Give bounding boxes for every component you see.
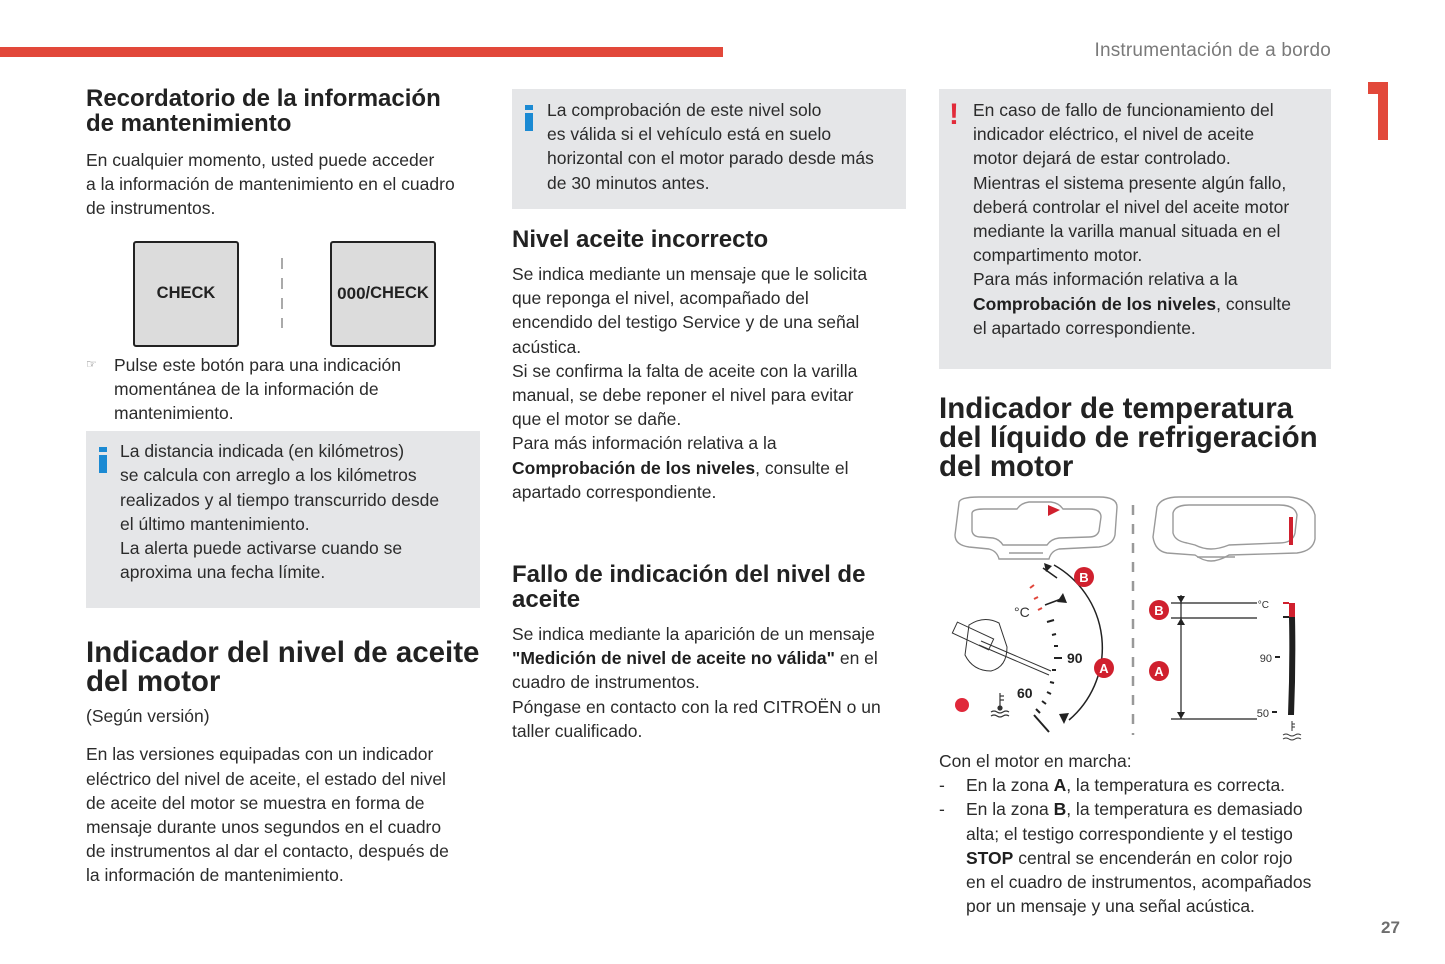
dial-ticks — [1030, 585, 1062, 732]
dial-gauge-left — [1043, 563, 1102, 724]
warning-light-dot — [955, 698, 969, 712]
page-number: 27 — [1381, 918, 1400, 937]
oil-indicator-body: En las versiones equipadas con un indicador eléctrico del nivel de aceite, el estado del nivel de aceite del motor se muestra en forma de mensaje durante unos segundos en el cuadro de instrumentos al dar el contacto, después de la información de mantenimiento. — [86, 744, 449, 886]
indication-fault-title: Fallo de indicación del nivel de aceite — [512, 561, 866, 614]
svg-text:B: B — [1154, 603, 1164, 618]
chapter-number-badge — [1366, 78, 1396, 144]
pointing-hand-icon: ☞ — [86, 356, 97, 371]
instrument-cluster-left — [955, 497, 1117, 559]
divider-dashed — [281, 258, 283, 328]
coolant-gauge-diagram — [939, 495, 1331, 745]
version-note: (Según versión) — [86, 706, 210, 727]
levels-check-reference: Comprobación de los niveles — [973, 293, 1217, 314]
chapter-accent-bar — [0, 47, 723, 57]
svg-text:A: A — [1099, 661, 1109, 676]
levels-check-reference: Comprobación de los niveles — [512, 457, 756, 478]
zone-a-item: - En la zona A, la temperatura es correcta. — [939, 775, 1286, 796]
coolant-temperature-icon-right — [1283, 721, 1301, 740]
tick-label-60-left: 60 — [1017, 685, 1033, 701]
oil-indicator-title: Indicador del nivel de aceite del motor — [86, 636, 480, 699]
indication-fault-body: Se indica mediante la aparición de un mensaje "Medición de nivel de aceite no válida" en el cuadro de instrumentos. Póngase en contacto con la red CITROËN o un taller cualificado. — [512, 624, 881, 741]
instruction-item: ☞ Pulse este botón para una indicación momentánea de la información de mantenimiento. — [86, 353, 480, 426]
odometer-check-button[interactable]: 000 /CHECK — [330, 241, 436, 347]
coolant-temperature-icon-left — [991, 693, 1009, 717]
svg-text:A: A — [1154, 664, 1164, 679]
temperature-warning-indicator-left — [1048, 505, 1060, 516]
tick-label-50-right: 50 — [1256, 708, 1269, 720]
invalid-measurement-message: Medición de nivel de aceite no válida — [520, 648, 827, 669]
zone-a-badge-left — [1094, 658, 1114, 678]
zone-a-badge-right — [1149, 661, 1169, 681]
running-head: Instrumentación de a bordo — [1094, 40, 1331, 61]
gauge-needle-illustration — [952, 619, 1051, 675]
temperature-warning-indicator-right — [1289, 517, 1293, 545]
maintenance-intro: En cualquier momento, usted puede acceder a la información de mantenimiento en el cuadro de instrumentos. — [86, 150, 455, 219]
coolant-explanation: Con el motor en marcha: - En la zona A, la temperatura es correcta. - En la zona B, la temperatura es demasiado alta; el testigo correspondiente y el testigo STOP central se encenderán en color rojo en el cuadro de instrumentos, acompañados por un mensaje y una señal acústica. — [939, 749, 1331, 918]
warning-exclamation-icon: ! — [949, 98, 959, 131]
info-note-distance: La distancia indicada (en kilómetros) se calcula con arreglo a los kilómetros realizados y al tiempo transcurrido desde el último mantenimiento. La alerta puede activarse cuando se aproxima una fecha límite. — [86, 431, 480, 608]
check-button[interactable]: CHECK — [133, 241, 239, 347]
check-button-illustration — [86, 241, 480, 353]
bar-zone-b — [1289, 603, 1295, 617]
coolant-title: Indicador de temperatura del líquido de refrigeración del motor — [939, 392, 1318, 483]
bar-zone-a — [1288, 617, 1295, 715]
column-middle — [512, 89, 906, 743]
incorrect-level-body: Se indica mediante un mensaje que le solicita que reponga el nivel, acompañado del encendido del testigo Service y de una señal acústica. Si se confirma la falta de aceite con la varilla manual, se debe reponer el nivel para evitar que el motor se dañe. Para más información relativa a la Comprobación de los niveles, consulte el apartado correspondiente. — [512, 264, 868, 502]
stop-warning-label: STOP — [966, 847, 1014, 868]
unit-celsius-left: °C — [1014, 604, 1030, 620]
tick-label-90-right: 90 — [1259, 653, 1272, 665]
warning-note: ! En caso de fallo de funcionamiento del indicador eléctrico, el nivel de aceite motor dejará de estar controlado. Mientras el sistema presente algún fallo, deberá controlar el nivel del aceite motor mediante la varilla manual situada en el compartimento motor. Para más información relativa a la Comprobación de los niveles, consulte el apartado correspondiente. — [939, 89, 1331, 369]
zone-b-badge-left — [1074, 567, 1094, 587]
incorrect-level-title: Nivel aceite incorrecto — [512, 226, 769, 253]
info-icon — [525, 105, 533, 131]
maintenance-title: Recordatorio de la información de mantenimiento — [86, 85, 441, 137]
svg-text:B: B — [1079, 570, 1089, 585]
info-note-level-check: La comprobación de este nivel solo es válida si el vehículo está en suelo horizontal con el motor parado desde más de 30 minutos antes. — [512, 89, 906, 209]
column-right — [939, 89, 1331, 918]
info-icon — [99, 447, 107, 473]
zone-b-item: - En la zona B, la temperatura es demasiado alta; el testigo correspondiente y el testigo STOP central se encenderán en color rojo en el cuadro de instrumentos, acompañados por un mensaje y una señal acústica. — [939, 799, 1312, 917]
tick-label-90-left: 90 — [1067, 650, 1083, 666]
zone-b-badge-right — [1149, 600, 1169, 620]
unit-celsius-right: °C — [1257, 600, 1269, 611]
column-left — [86, 86, 480, 888]
